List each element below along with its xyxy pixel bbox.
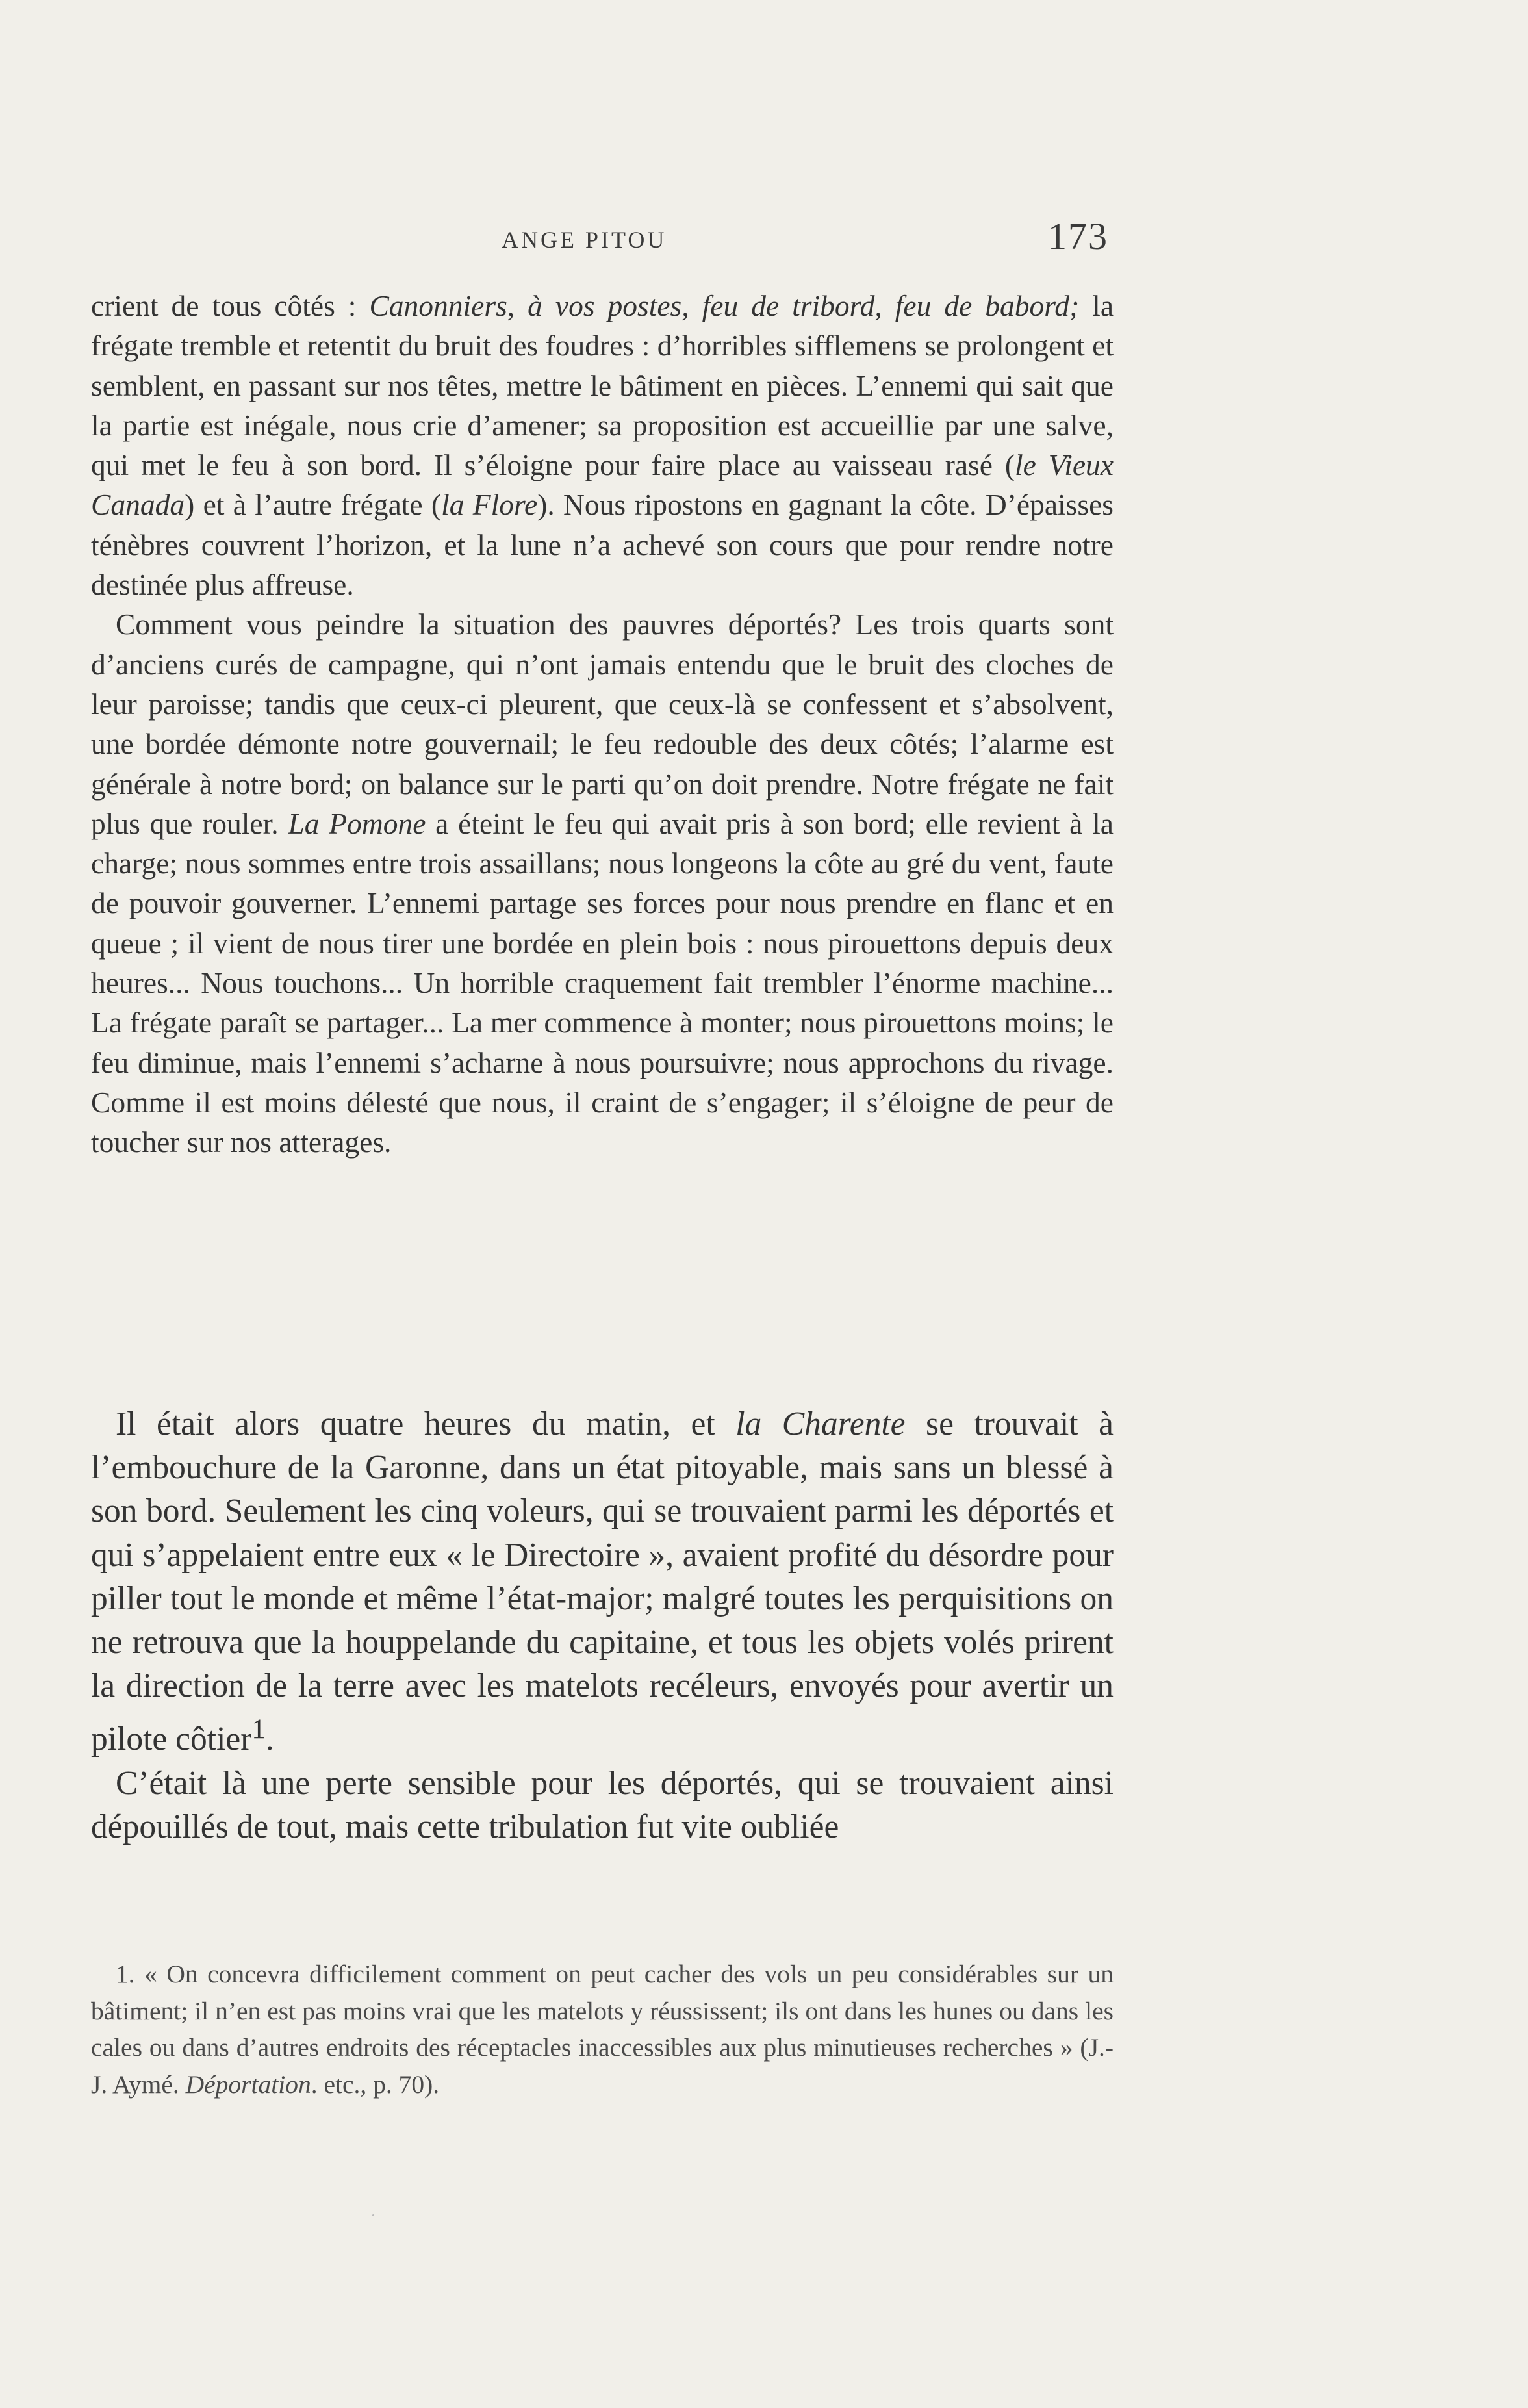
italic-run: Canonniers, à vos postes, feu de tribord, feu de babord; (369, 289, 1080, 322)
quote-paragraph-1 (91, 286, 1114, 604)
page-header (502, 214, 1119, 266)
text-run: se trouvait à l’embouchure de la Garonne, dans un état pitoyable, mais sans un blessé à son bord. Seulement les cinq voleurs, qui se trouvaient parmi les déportés et qui s’appelaient entre eux « le Directoire », avaient profité du désordre pour piller tout le monde et même l’état-major; malgré toutes les perquisitions on ne retrouva que la houppelande du capitaine, et tous les objets volés prirent la direction de la terre avec les matelots recéleurs, envoyés pour avertir un pilote côtier (91, 1405, 1114, 1758)
italic-run: La Pomone (288, 806, 426, 840)
body-paragraph-1 (91, 1402, 1114, 1761)
text-run: . (265, 1721, 274, 1758)
page-number: 173 (1048, 215, 1108, 257)
text-run: la frégate tremble et retentit du bruit des foudres : d’horribles sifflemens se prolongent et semblent, en passant sur nos têtes, mettre le bâtiment en pièces. L’ennemi qui sait que la partie est inégale, nous crie d’amener; sa proposition est accueillie par une salve, qui met le feu à son bord. Il s’éloigne pour faire place au vaisseau rasé ( (91, 289, 1114, 482)
text-run: . etc., p. 70). (311, 2069, 440, 2099)
italic-run: la Charente (735, 1405, 906, 1442)
text-run: crient de tous côtés : (91, 289, 370, 322)
italic-run: le Vieux Canada (91, 448, 1114, 522)
body-paragraph-2 (91, 1761, 1114, 1849)
quoted-passage (91, 286, 1114, 1162)
text-run: C’était là une perte sensible pour les déportés, qui se trouvaient ainsi dépouillés de tout, mais cette tribulation fut vite oubliée (91, 1764, 1114, 1845)
quote-paragraph-2 (91, 604, 1114, 1162)
footnotes (91, 1956, 1114, 2103)
body-text (91, 1402, 1114, 1849)
italic-run: Déportation (185, 2069, 311, 2099)
text-run: 1. « On concevra difficilement comment on peut cacher des vols un peu considérables sur un bâtiment; il n’en est pas moins vrai que les matelots y réussissent; ils ont dans les hunes ou dans les cales ou dans d’autres endroits des réceptacles inaccessibles aux plus minutieuses recherches » (J.-J. Aymé. (91, 1960, 1114, 2099)
italic-run: la Flore (441, 488, 538, 522)
text-run: ) et à l’autre frégate ( (185, 488, 442, 522)
paper-speck (372, 2214, 374, 2216)
text-run: ). Nous ripostons en gagnant la côte. D’épaisses ténèbres couvrent l’horizon, et la lune n’a achevé son cours que pour rendre notre destinée plus affreuse. (91, 488, 1114, 602)
text-run: Comment vous peindre la situation des pauvres déportés? Les trois quarts sont d’anciens curés de campagne, qui n’ont jamais entendu que le bruit des cloches de leur paroisse; tandis que ceux-ci pleurent, que ceux-là se confessent et s’absolvent, une bordée démonte notre gouvernail; le feu redouble des deux côtés; l’alarme est générale à notre bord; on balance sur le parti qu’on doit prendre. Notre frégate ne fait plus que rouler. (91, 608, 1114, 840)
footnote-ref: 1 (251, 1714, 266, 1745)
text-run: Il était alors quatre heures du matin, et (116, 1405, 736, 1442)
text-run: a éteint le feu qui avait pris à son bord; elle revient à la charge; nous sommes entre trois assaillans; nous longeons la côte au gré du vent, faute de pouvoir gouverner. L’ennemi partage ses forces pour nous prendre en flanc et en queue ; il vient de nous tirer une bordée en plein bois : nous pirouettons depuis deux heures... Nous touchons... Un horrible craquement fait trembler l’énorme machine... La frégate paraît se partager... La mer commence à monter; nous pirouettons moins; le feu diminue, mais l’ennemi s’acharne à nous poursuivre; nous approchons du rivage. Comme il est moins délesté que nous, il craint de s’engager; il s’éloigne de peur de toucher sur nos atterages. (91, 806, 1114, 1159)
footnote-1 (91, 1956, 1114, 2103)
running-title: ANGE PITOU (502, 227, 667, 253)
